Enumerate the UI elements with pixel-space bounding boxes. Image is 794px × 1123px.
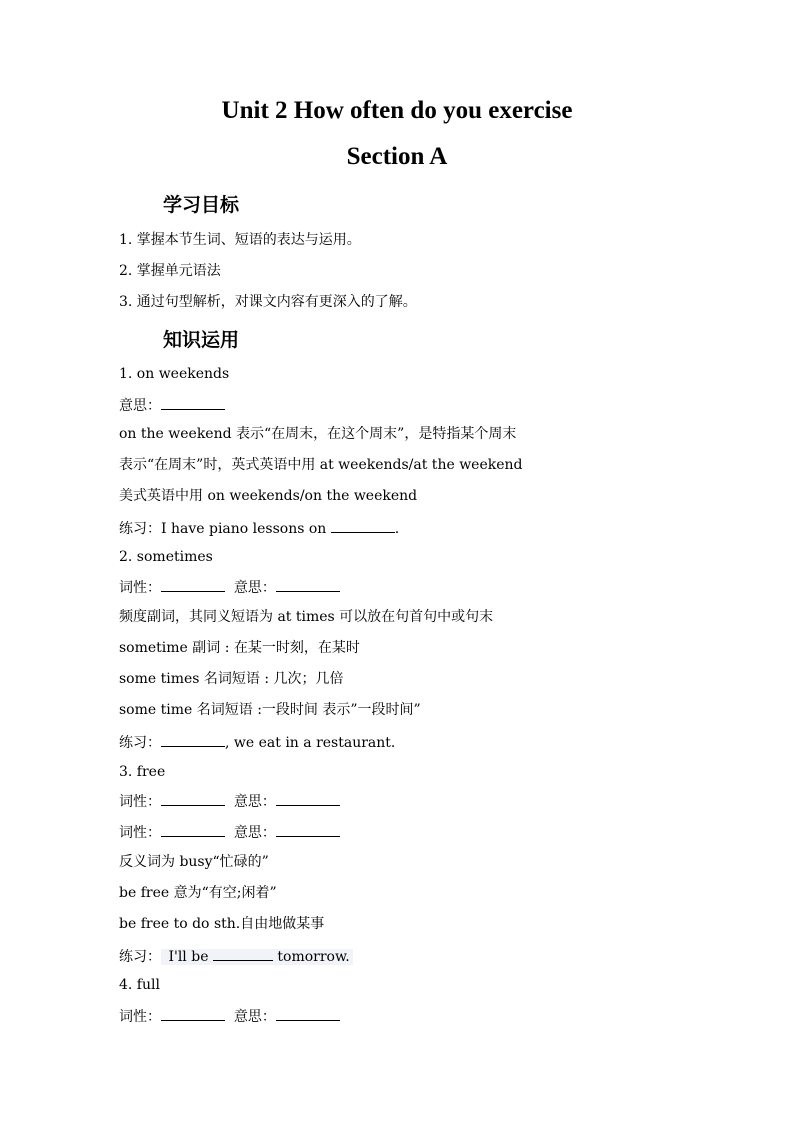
pos-meaning-line	[119, 822, 340, 842]
item-title: 3. free	[119, 764, 166, 780]
note-line: some times 名词短语 : 几次；几倍	[119, 671, 344, 687]
pos-meaning-line	[119, 1006, 340, 1026]
answer-blank[interactable]	[276, 577, 340, 592]
goals-heading: 学习目标	[163, 194, 240, 216]
page-title: Unit 2 How often do you exercise	[221, 97, 573, 124]
pos-label: 词性：	[119, 580, 161, 596]
note-line: some time 名词短语 :一段时间 表示”一段时间”	[119, 702, 421, 718]
goal-item: 1. 掌握本节生词、短语的表达与运用。	[119, 232, 361, 248]
note-line: 频度副词，其同义短语为 at times 可以放在句首句中或句末	[119, 609, 494, 625]
answer-blank[interactable]	[161, 791, 225, 806]
goal-item: 3. 通过句型解析，对课文内容有更深入的了解。	[119, 294, 417, 310]
answer-blank[interactable]	[213, 946, 273, 961]
answer-blank[interactable]	[331, 518, 395, 533]
meaning-label: 意思：	[233, 1009, 276, 1025]
item-title: 2. sometimes	[119, 549, 213, 565]
answer-blank[interactable]	[276, 791, 340, 806]
answer-blank[interactable]	[276, 1006, 340, 1021]
pos-label: 词性：	[119, 794, 161, 810]
note-line: on the weekend 表示“在周末，在这个周末”，是特指某个周末	[119, 426, 517, 442]
note-line: 表示“在周末”时，英式英语中用 at weekends/at the weekend	[119, 457, 523, 473]
meaning-label: 意思：	[119, 398, 161, 414]
answer-blank[interactable]	[161, 577, 225, 592]
item-title: 4. full	[119, 977, 160, 993]
exercise-text: 练习：I have piano lessons on	[119, 521, 331, 537]
note-line: 美式英语中用 on weekends/on the weekend	[119, 488, 418, 504]
note-line: be free to do sth.自由地做某事	[119, 916, 325, 932]
pos-meaning-line	[119, 577, 340, 597]
answer-blank[interactable]	[161, 395, 225, 410]
page-subtitle: Section A	[346, 143, 448, 170]
exercise-label: 练习：	[119, 949, 161, 965]
exercise-line	[119, 946, 353, 966]
meaning-label: 意思：	[233, 825, 276, 841]
exercise-line: 练习：I have piano lessons on .	[119, 518, 399, 538]
note-line: be free 意为“有空;闲着”	[119, 885, 277, 901]
meaning-label: 意思：	[233, 794, 276, 810]
meaning-line	[119, 395, 225, 415]
goal-item: 2. 掌握单元语法	[119, 263, 221, 279]
pos-meaning-line	[119, 791, 340, 811]
answer-blank[interactable]	[161, 1006, 225, 1021]
answer-blank[interactable]	[161, 822, 225, 837]
usage-heading: 知识运用	[163, 329, 240, 351]
pos-label: 词性：	[119, 1009, 161, 1025]
note-line: sometime 副词 : 在某一时刻，在某时	[119, 640, 360, 656]
exercise-text: 练习：	[119, 735, 161, 751]
exercise-sentence: I'll be tomorrow.	[161, 949, 353, 965]
note-line: 反义词为 busy“忙碌的”	[119, 854, 269, 870]
answer-blank[interactable]	[161, 732, 225, 747]
item-title: 1. on weekends	[119, 366, 230, 382]
exercise-line: 练习： , we eat in a restaurant.	[119, 732, 395, 752]
pos-label: 词性：	[119, 825, 161, 841]
answer-blank[interactable]	[276, 822, 340, 837]
meaning-label: 意思：	[233, 580, 276, 596]
